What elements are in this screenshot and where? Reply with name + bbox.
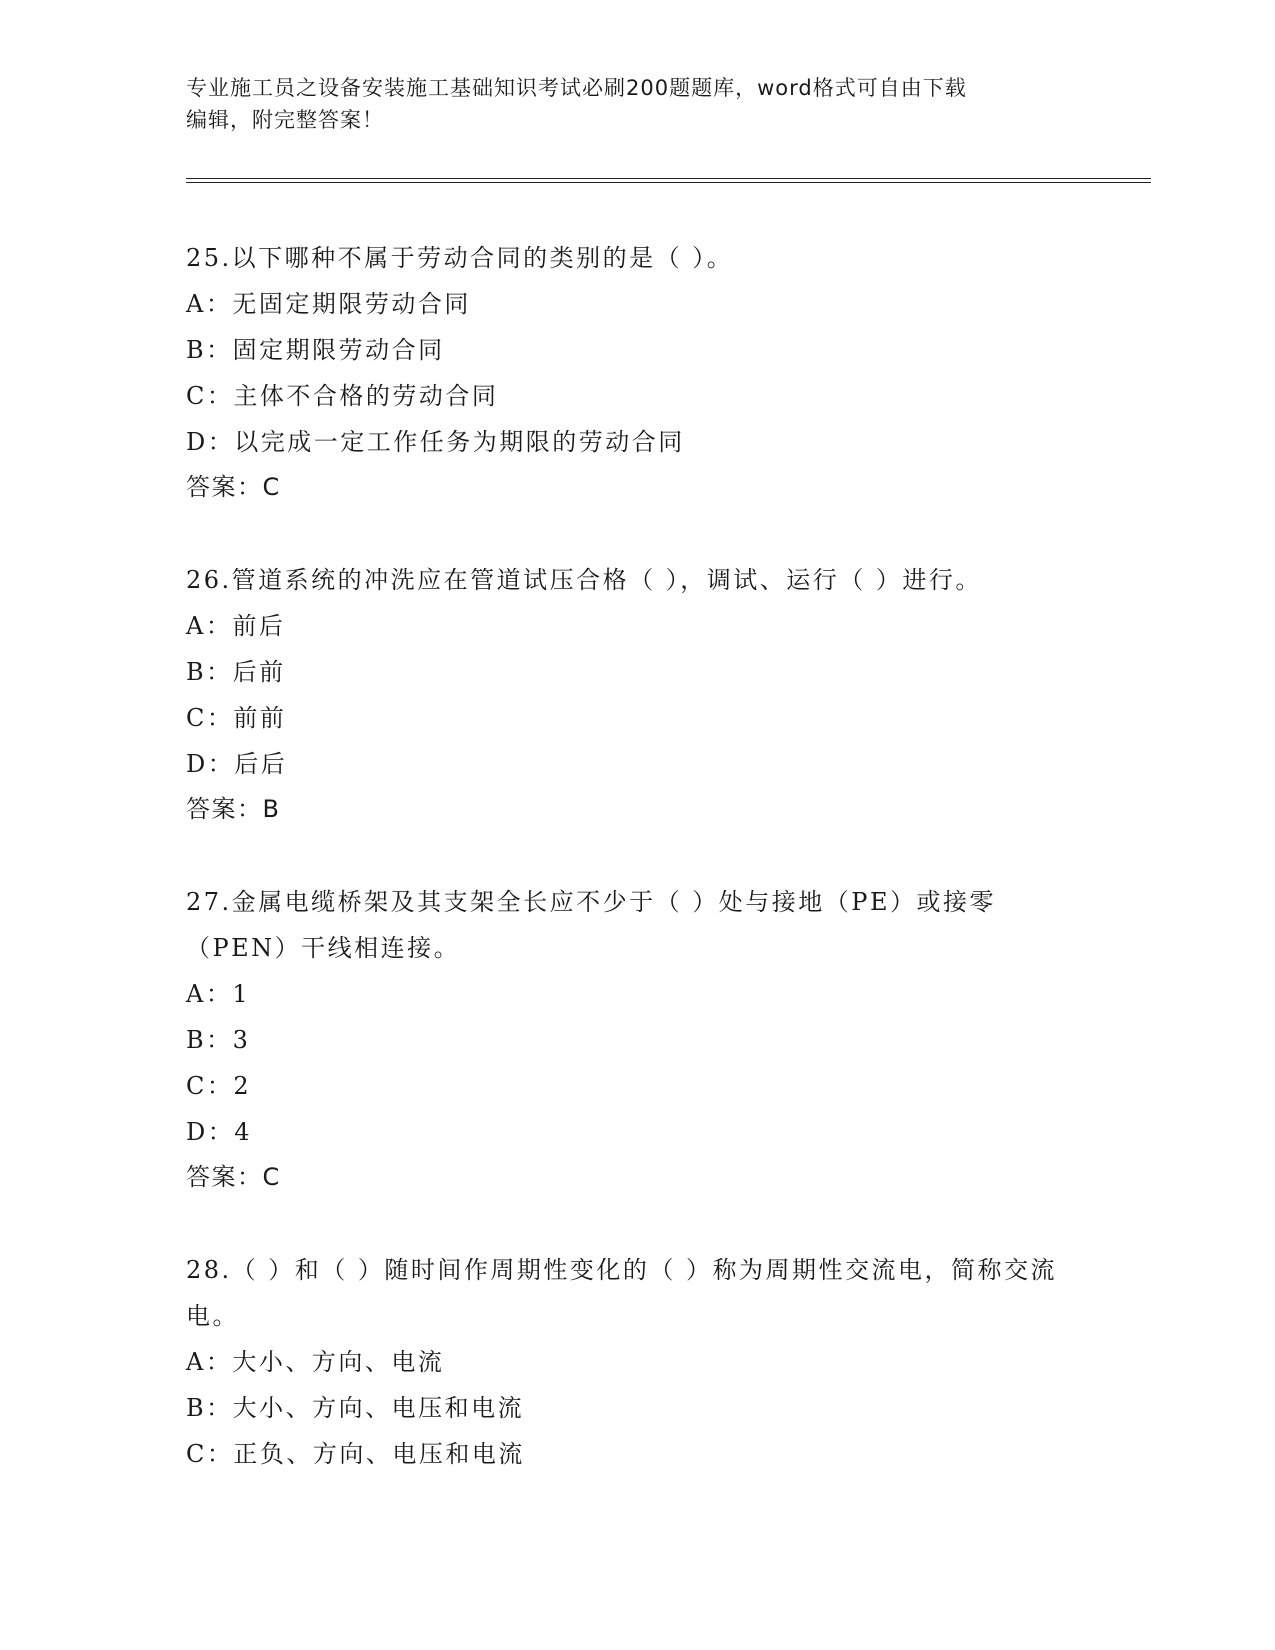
- option-text: 前前: [233, 704, 287, 732]
- header-line-2: 编辑，附完整答案！: [186, 108, 384, 132]
- option-text: 3: [232, 1026, 251, 1054]
- option-letter: C：: [186, 382, 234, 410]
- option-text: 2: [233, 1072, 252, 1100]
- option-text: 大小、方向、电压和电流: [232, 1394, 525, 1422]
- option-letter: C：: [186, 1440, 234, 1468]
- question-option: [186, 1109, 1086, 1155]
- option-letter: A：: [186, 612, 233, 640]
- option-letter: C：: [186, 704, 234, 732]
- question-option: [186, 419, 1086, 465]
- option-text: 后后: [234, 750, 288, 778]
- option-text: 前后: [232, 612, 286, 640]
- question-block: [186, 1247, 1086, 1477]
- option-text: 固定期限劳动合同: [232, 336, 445, 364]
- document-header: [186, 72, 1086, 136]
- option-text: 后前: [232, 658, 286, 686]
- question-option: [186, 695, 1086, 741]
- option-letter: B：: [186, 1026, 233, 1054]
- option-letter: A：: [186, 290, 233, 318]
- question-option: [186, 1017, 1086, 1063]
- answer-line: 答案：B: [186, 795, 281, 823]
- question-option: [186, 603, 1086, 649]
- option-text: 大小、方向、电流: [232, 1348, 445, 1376]
- option-text: 4: [234, 1118, 253, 1146]
- option-text: 正负、方向、电压和电流: [233, 1440, 525, 1468]
- option-letter: D：: [186, 428, 235, 456]
- option-letter: A：: [186, 1348, 233, 1376]
- option-letter: D：: [186, 1118, 235, 1146]
- question-option: [186, 741, 1086, 787]
- question-option: [186, 373, 1086, 419]
- header-divider-top: [186, 178, 1151, 179]
- question-option: [186, 649, 1086, 695]
- question-option: [186, 281, 1086, 327]
- header-divider-bottom: [186, 182, 1151, 183]
- option-text: 以完成一定工作任务为期限的劳动合同: [234, 428, 685, 456]
- question-title: 26.管道系统的冲洗应在管道试压合格（ ），调试、运行（ ）进行。: [186, 566, 982, 594]
- option-letter: B：: [186, 1394, 233, 1422]
- header-line-1: 专业施工员之设备安装施工基础知识考试必刷200题题库，word格式可自由下载: [186, 76, 967, 100]
- option-text: 无固定期限劳动合同: [232, 290, 471, 318]
- question-block: [186, 235, 1086, 509]
- question-block: [186, 557, 1086, 831]
- question-block: [186, 879, 1086, 1199]
- option-letter: B：: [186, 658, 233, 686]
- question-list: [186, 235, 1086, 1525]
- option-letter: D：: [186, 750, 235, 778]
- question-title: 28.（ ）和（ ）随时间作周期性变化的（ ）称为周期性交流电，简称交流电。: [186, 1256, 1058, 1330]
- question-title: 25.以下哪种不属于劳动合同的类别的是（ ）。: [186, 244, 734, 272]
- option-letter: A：: [186, 980, 233, 1008]
- answer-line: 答案：C: [186, 473, 281, 501]
- question-option: [186, 327, 1086, 373]
- option-letter: C：: [186, 1072, 234, 1100]
- question-option: [186, 1385, 1086, 1431]
- answer-line: 答案：C: [186, 1163, 281, 1191]
- option-letter: B：: [186, 336, 233, 364]
- question-title: 27.金属电缆桥架及其支架全长应不少于（ ）处与接地（PE）或接零（PEN）干线相连接。: [186, 888, 996, 962]
- question-option: [186, 1431, 1086, 1477]
- question-option: [186, 1063, 1086, 1109]
- option-text: 1: [232, 980, 251, 1008]
- option-text: 主体不合格的劳动合同: [233, 382, 499, 410]
- question-option: [186, 1339, 1086, 1385]
- question-option: [186, 971, 1086, 1017]
